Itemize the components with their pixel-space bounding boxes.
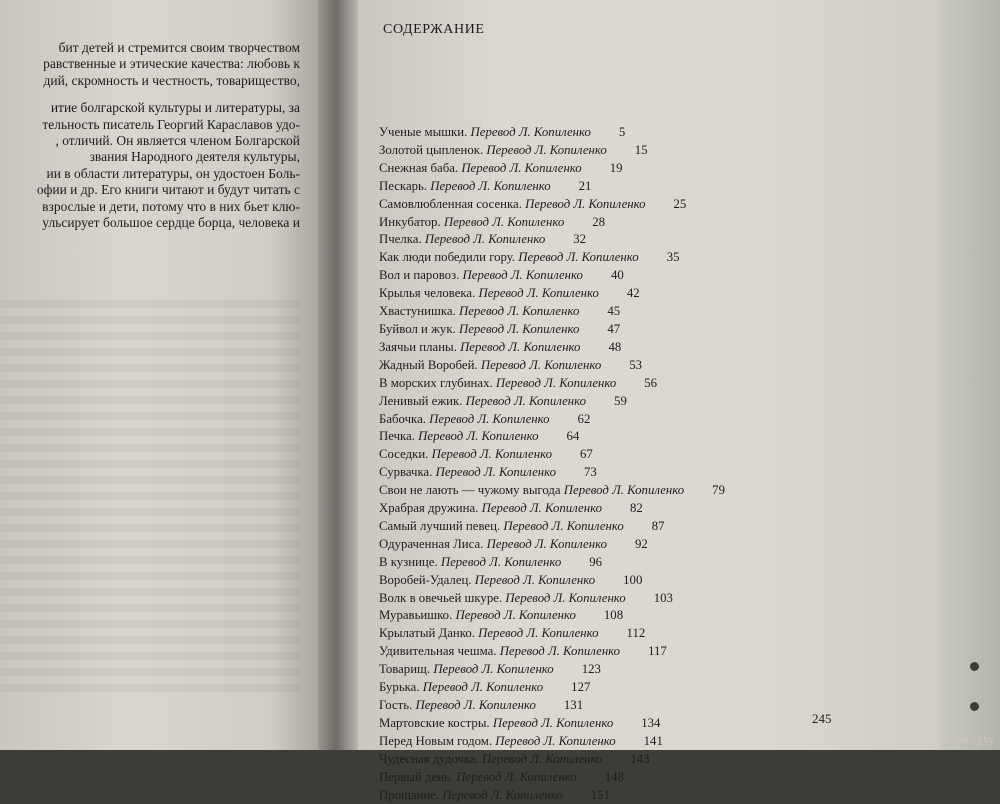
toc-entry-title: Чудесная дудочка. bbox=[379, 751, 479, 766]
toc-entry-title: Пчелка. bbox=[379, 232, 422, 247]
toc-entry-translator: Перевод Л. Копиленко bbox=[503, 518, 624, 533]
toc-entry bbox=[379, 482, 799, 500]
toc-entry bbox=[379, 554, 799, 572]
text-line: бит детей и стремится своим творчеством bbox=[58, 40, 300, 55]
text-line: итие болгарской культуры и литературы, за bbox=[50, 100, 300, 116]
toc-entry-translator: Перевод Л. Копиленко bbox=[429, 411, 550, 426]
toc-entry-translator: Перевод Л. Копиленко bbox=[424, 232, 546, 247]
toc-entry-translator: Перевод Л. Копиленко bbox=[458, 304, 580, 319]
toc-entry bbox=[379, 715, 799, 733]
toc-entry-page: 143 bbox=[630, 751, 650, 766]
toc-entry-translator: Перевод Л. Копиленко bbox=[478, 626, 599, 641]
toc-entry-title: В кузнице. bbox=[379, 554, 438, 569]
watermark: www.ay.by bbox=[946, 735, 994, 746]
toc-entry-translator: Перевод Л. Копиленко bbox=[499, 644, 621, 659]
toc-entry-title: Удивительная чешма. bbox=[379, 644, 497, 659]
toc-entry-page: 79 bbox=[712, 483, 725, 498]
show-through-text bbox=[0, 300, 300, 700]
left-page-text bbox=[0, 40, 300, 231]
toc-entry bbox=[379, 231, 799, 249]
toc-entry-page: 103 bbox=[653, 590, 673, 605]
toc-entry-page: 134 bbox=[641, 715, 661, 730]
toc-entry-translator: Перевод Л. Копиленко bbox=[495, 733, 616, 748]
toc-entry-translator: Перевод Л. Копиленко bbox=[443, 214, 565, 229]
toc-entry bbox=[379, 446, 799, 464]
toc-entry-translator: Перевод Л. Копиленко bbox=[525, 196, 646, 211]
toc-entry bbox=[379, 625, 799, 643]
toc-entry-translator: Перевод Л. Копиленко bbox=[440, 554, 562, 569]
toc-entry-page: 67 bbox=[579, 447, 593, 462]
toc-entry bbox=[379, 285, 799, 303]
punch-hole-icon bbox=[970, 662, 979, 671]
toc-entry-title: Самовлюбленная сосенка. bbox=[379, 196, 522, 211]
toc-entry-page: 62 bbox=[577, 411, 591, 426]
toc-entry-page: 25 bbox=[673, 196, 687, 211]
toc-entry-page: 82 bbox=[629, 501, 643, 516]
toc-entry-title: В морских глубинах. bbox=[379, 375, 493, 390]
toc-entry-title: Снежная баба. bbox=[379, 160, 459, 175]
toc-entry-translator: Перевод Л. Копиленко bbox=[480, 357, 602, 372]
toc-entry-translator: Перевод Л. Копиленко bbox=[518, 250, 639, 265]
toc-entry bbox=[379, 733, 799, 751]
toc-entry-title: Храбрая дружина. bbox=[379, 501, 479, 516]
toc-entry-page: 56 bbox=[644, 375, 658, 390]
toc-entry-title: Муравьишко. bbox=[379, 608, 453, 623]
toc-entry-page: 40 bbox=[610, 268, 624, 283]
toc-entry-page: 117 bbox=[648, 644, 667, 659]
toc-title: СОДЕРЖАНИЕ bbox=[383, 22, 485, 37]
toc-entry-page: 108 bbox=[603, 608, 624, 623]
toc-entry-title: Ученые мышки. bbox=[379, 125, 468, 139]
toc-entry bbox=[379, 321, 799, 339]
toc-entry-page: 19 bbox=[609, 160, 623, 175]
toc-entry-translator: Перевод Л. Копиленко bbox=[470, 125, 591, 139]
text-line: дий, скромность и честность, товарищество, bbox=[43, 72, 300, 88]
toc-entry-title: Как люди победили гору. bbox=[379, 250, 516, 265]
toc-entry-translator: Перевод Л. Копиленко bbox=[481, 751, 603, 766]
toc-entry-title: Сурвачка. bbox=[379, 465, 433, 480]
text-line: равственные и этические качества: любовь к bbox=[43, 56, 300, 72]
text-line: ульсирует большое сердце борца, человека и bbox=[42, 215, 300, 231]
toc-entry-page: 112 bbox=[626, 626, 646, 641]
toc-entry-translator: Перевод Л. Копиленко bbox=[433, 662, 554, 677]
left-page bbox=[0, 0, 318, 750]
toc-entry-translator: Перевод Л. Копиленко bbox=[563, 483, 685, 498]
toc-entry-page: 45 bbox=[607, 304, 621, 319]
toc-entry-translator: Перевод Л. Копиленко bbox=[486, 142, 607, 157]
toc-entry-page: 123 bbox=[581, 662, 601, 677]
toc-entry-title: Бабочка. bbox=[379, 411, 426, 426]
toc-entry-title: Печка. bbox=[379, 429, 415, 444]
toc-entry-page: 87 bbox=[651, 518, 665, 533]
toc-entry-translator: Перевод Л. Копиленко bbox=[481, 501, 602, 516]
text-line: взрослые и дети, потому что в них бьет клю- bbox=[42, 198, 300, 214]
toc-entry bbox=[379, 339, 799, 357]
toc-entry bbox=[379, 787, 799, 804]
toc-entry-title: Волк в овечьей шкуре. bbox=[379, 590, 503, 605]
toc-entry-translator: Перевод Л. Копиленко bbox=[465, 393, 587, 408]
toc-entry-title: Мартовские костры. bbox=[379, 715, 490, 730]
toc-entry bbox=[379, 769, 799, 787]
toc-entry bbox=[379, 572, 799, 590]
toc-entry-title: Ленивый ежик. bbox=[379, 393, 463, 408]
toc-entry-title: Крылья человека. bbox=[379, 286, 476, 301]
toc-entry-translator: Перевод Л. Копиленко bbox=[474, 572, 596, 587]
toc-entry-title: Одураченная Лиса. bbox=[379, 536, 484, 551]
toc-entry-translator: Перевод Л. Копиленко bbox=[435, 465, 556, 480]
text-line: тельность писатель Георгий Караславов удо- bbox=[42, 116, 300, 132]
toc-entry-title: Вол и паровоз. bbox=[379, 268, 460, 283]
toc-entry bbox=[379, 178, 799, 196]
book-gutter bbox=[318, 0, 358, 750]
toc-entry-page: 47 bbox=[607, 321, 621, 336]
toc-entry-translator: Перевод Л. Копиленко bbox=[455, 608, 576, 623]
toc-entry-translator: Перевод Л. Копиленко bbox=[495, 375, 617, 390]
table-of-contents bbox=[379, 124, 799, 804]
toc-entry-page: 21 bbox=[578, 178, 592, 193]
toc-entry-translator: Перевод Л. Копиленко bbox=[460, 339, 581, 354]
toc-entry-translator: Перевод Л. Копиленко bbox=[492, 715, 614, 730]
text-line: , отличий. Он является членом Болгарской bbox=[55, 133, 300, 149]
toc-entry-page: 100 bbox=[623, 572, 643, 587]
toc-entry-page: 28 bbox=[592, 214, 606, 229]
toc-entry-page: 96 bbox=[589, 554, 603, 569]
toc-entry-page: 5 bbox=[618, 125, 626, 139]
toc-entry bbox=[379, 375, 799, 393]
toc-entry-title: Перед Новым годом. bbox=[379, 733, 493, 748]
toc-entry-title: Буйвол и жук. bbox=[379, 321, 456, 336]
toc-entry-page: 92 bbox=[634, 536, 648, 551]
toc-entry-title: Прощание. bbox=[379, 787, 440, 802]
toc-entry bbox=[379, 196, 799, 214]
toc-entry bbox=[379, 393, 799, 411]
toc-entry-translator: Перевод Л. Копиленко bbox=[458, 321, 580, 336]
toc-entry-title: Жадный Воробей. bbox=[379, 357, 478, 372]
toc-entry bbox=[379, 249, 799, 267]
toc-entry-page: 73 bbox=[584, 465, 597, 480]
text-line: ии в области литературы, он удостоен Боль- bbox=[46, 165, 300, 181]
toc-entry-translator: Перевод Л. Копиленко bbox=[431, 447, 552, 462]
toc-entry-page: 151 bbox=[590, 787, 610, 802]
paragraph-gap bbox=[0, 89, 300, 100]
toc-entry-translator: Перевод Л. Копиленко bbox=[478, 286, 599, 301]
punch-hole-icon bbox=[970, 702, 979, 711]
toc-entry-page: 15 bbox=[634, 142, 648, 157]
page-number: 245 bbox=[812, 711, 832, 726]
toc-entry bbox=[379, 751, 799, 769]
toc-entry-title: Воробей-Удалец. bbox=[379, 572, 472, 587]
toc-entry-title: Соседки. bbox=[379, 447, 429, 462]
toc-entry bbox=[379, 500, 799, 518]
toc-entry-page: 141 bbox=[643, 733, 663, 748]
toc-entry-title: Первый день. bbox=[379, 769, 454, 784]
toc-entry bbox=[379, 536, 799, 554]
toc-entry-translator: Перевод Л. Копиленко bbox=[430, 178, 551, 193]
toc-entry bbox=[379, 411, 799, 429]
toc-entry bbox=[379, 357, 799, 375]
text-line: офии и др. Его книги читают и будут читать с bbox=[36, 182, 300, 198]
toc-entry-page: 48 bbox=[608, 339, 622, 354]
toc-entry-translator: Перевод Л. Копиленко bbox=[422, 680, 544, 695]
toc-entry bbox=[379, 697, 799, 715]
toc-entry bbox=[379, 607, 799, 625]
toc-entry-title: Гость. bbox=[379, 698, 413, 712]
toc-entry bbox=[379, 464, 799, 482]
toc-entry-translator: Перевод Л. Копиленко bbox=[418, 429, 539, 444]
toc-entry bbox=[379, 590, 799, 608]
toc-entry bbox=[379, 303, 799, 321]
toc-entry-translator: Перевод Л. Копиленко bbox=[461, 160, 582, 175]
toc-entry-page: 42 bbox=[626, 286, 640, 301]
toc-entry-page: 127 bbox=[571, 680, 591, 695]
toc-entry-page: 53 bbox=[629, 357, 643, 372]
toc-entry-translator: Перевод Л. Копиленко bbox=[442, 787, 563, 802]
toc-entry-title: Самый лучший певец. bbox=[379, 518, 501, 533]
toc-entry-title: Инкубатор. bbox=[379, 214, 441, 229]
page-stack-edge bbox=[940, 0, 1000, 750]
toc-entry bbox=[379, 142, 799, 160]
toc-entry bbox=[379, 124, 799, 142]
toc-entry bbox=[379, 643, 799, 661]
toc-entry-translator: Перевод Л. Копиленко bbox=[486, 536, 607, 551]
toc-entry-title: Товарищ. bbox=[379, 662, 431, 677]
toc-entry bbox=[379, 214, 799, 232]
toc-entry-title: Пескарь. bbox=[379, 178, 428, 193]
toc-entry-page: 35 bbox=[666, 250, 680, 265]
toc-entry-page: 148 bbox=[604, 769, 624, 784]
toc-entry-title: Свои не лають — чужому выгода bbox=[379, 483, 561, 498]
text-line: звания Народного деятеля культуры, bbox=[89, 149, 300, 165]
toc-entry bbox=[379, 661, 799, 679]
toc-entry bbox=[379, 160, 799, 178]
toc-entry-title: Крылатый Данко. bbox=[379, 626, 475, 641]
toc-entry-translator: Перевод Л. Копиленко bbox=[505, 590, 626, 605]
toc-entry bbox=[379, 267, 799, 285]
toc-entry bbox=[379, 518, 799, 536]
toc-entry-title: Золотой цыпленок. bbox=[379, 142, 484, 157]
toc-entry-title: Хвастунишка. bbox=[379, 304, 456, 319]
toc-entry-page: 64 bbox=[566, 429, 580, 444]
toc-entry-translator: Перевод Л. Копиленко bbox=[456, 769, 577, 784]
toc-entry-translator: Перевод Л. Копиленко bbox=[462, 268, 583, 283]
toc-entry bbox=[379, 428, 799, 446]
toc-entry-title: Бурька. bbox=[379, 680, 420, 695]
toc-entry-title: Заячьи планы. bbox=[379, 339, 457, 354]
toc-entry-page: 131 bbox=[563, 698, 584, 712]
toc-entry bbox=[379, 679, 799, 697]
toc-entry-page: 32 bbox=[573, 232, 587, 247]
toc-entry-page: 59 bbox=[614, 393, 627, 408]
toc-entry-translator: Перевод Л. Копиленко bbox=[415, 698, 536, 712]
